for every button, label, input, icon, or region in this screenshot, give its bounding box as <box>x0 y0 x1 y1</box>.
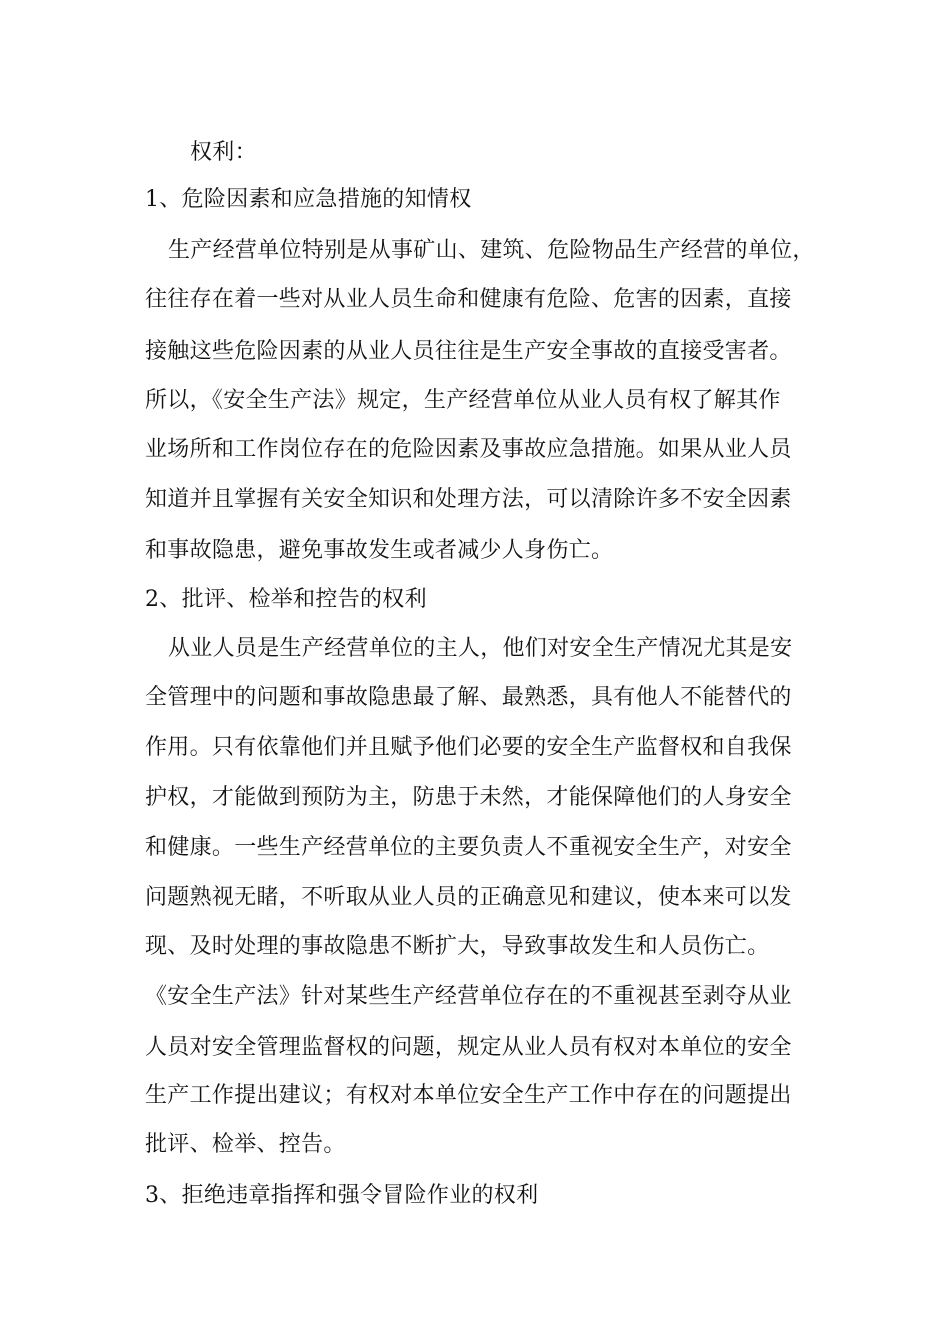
section-2-paragraph-line: 问题熟视无睹，不听取从业人员的正确意见和建议，使本来可以发 <box>145 885 792 910</box>
section-1-paragraph-line: 业场所和工作岗位存在的危险因素及事故应急措施。如果从业人员 <box>145 437 792 462</box>
section-1-paragraph-line: 知道并且掌握有关安全知识和处理方法，可以清除许多不安全因素 <box>145 487 792 512</box>
section-2-paragraph-line: 护权，才能做到预防为主，防患于未然，才能保障他们的人身安全 <box>145 785 792 810</box>
section-1-title: 1、危险因素和应急措施的知情权 <box>145 187 472 212</box>
section-2-paragraph-line: 作用。只有依靠他们并且赋予他们必要的安全生产监督权和自我保 <box>145 735 792 760</box>
section-2-paragraph-line: 从业人员是生产经营单位的主人，他们对安全生产情况尤其是安 <box>168 636 793 661</box>
section-2-paragraph-line: 生产工作提出建议；有权对本单位安全生产工作中存在的问题提出 <box>145 1083 792 1108</box>
section-1-paragraph-line: 接触这些危险因素的从业人员往往是生产安全事故的直接受害者。 <box>145 339 792 364</box>
section-1-paragraph-line: 生产经营单位特别是从事矿山、建筑、危险物品生产经营的单位， <box>168 238 815 263</box>
section-1-paragraph-line: 往往存在着一些对从业人员生命和健康有危险、危害的因素，直接 <box>145 287 792 312</box>
section-2-paragraph-line: 批评、检举、控告。 <box>145 1132 346 1157</box>
section-2-paragraph-line: 现、及时处理的事故隐患不断扩大，导致事故发生和人员伤亡。 <box>145 934 770 959</box>
section-2-paragraph-line: 《安全生产法》针对某些生产经营单位存在的不重视甚至剥夺从业 <box>145 984 792 1009</box>
section-2-paragraph-line: 人员对安全管理监督权的问题，规定从业人员有权对本单位的安全 <box>145 1035 792 1060</box>
section-1-paragraph-line: 和事故隐患，避免事故发生或者减少人身伤亡。 <box>145 538 614 563</box>
section-3-title: 3、拒绝违章指挥和强令冒险作业的权利 <box>145 1183 539 1208</box>
section-2-title: 2、批评、检举和控告的权利 <box>145 587 427 612</box>
section-2-paragraph-line: 和健康。一些生产经营单位的主要负责人不重视安全生产，对安全 <box>145 835 792 860</box>
section-2-paragraph-line: 全管理中的问题和事故隐患最了解、最熟悉，具有他人不能替代的 <box>145 685 792 710</box>
rights-heading: 权利： <box>190 140 257 165</box>
section-1-paragraph-line: 所以，《安全生产法》规定，生产经营单位从业人员有权了解其作 <box>145 388 781 413</box>
